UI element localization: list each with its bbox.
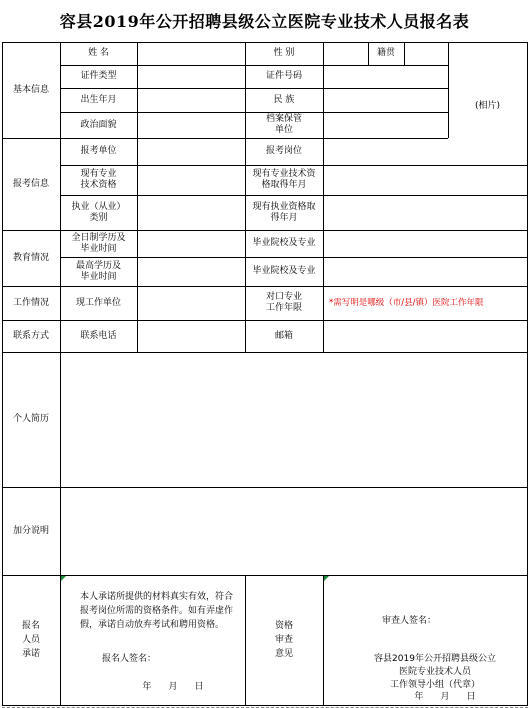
label-archive: 档案保管 单位 — [265, 114, 302, 135]
label-practice-date: 现有执业资格取 得年月 — [252, 201, 316, 223]
review-org: 容县2019年公开招聘县级公立 医院专业技术人员 工作领导小组（代章） — [374, 653, 496, 690]
name-input[interactable] — [137, 42, 245, 65]
section-bonus: 加分说明 — [12, 525, 49, 536]
label-highest-edu: 最高学历及 毕业时间 — [75, 260, 121, 282]
label-id-no: 证件号码 — [265, 71, 302, 81]
label-practice-cat: 执业（从业） 类别 — [71, 201, 126, 223]
label-grad-school-2: 毕业院校及专业 — [252, 266, 316, 276]
tech-qual-date-input[interactable] — [323, 165, 527, 195]
form-title: 容县2019年公开招聘县级公立医院专业技术人员报名表 — [59, 11, 470, 31]
ethnicity-input[interactable] — [323, 88, 448, 112]
label-work-years: 对口专业 工作年限 — [265, 292, 302, 313]
label-name: 姓 名 — [88, 48, 109, 58]
label-native: 籍贯 — [376, 48, 395, 58]
id-no-input[interactable] — [323, 65, 448, 88]
label-grad-school-1: 毕业院校及专业 — [252, 238, 316, 248]
cell-marker-icon — [61, 576, 66, 581]
label-tech-qual-date: 现有专业技术资 格取得年月 — [252, 169, 316, 190]
native-input[interactable] — [404, 42, 448, 65]
practice-date-input[interactable] — [323, 195, 527, 230]
label-id-type: 证件类型 — [80, 71, 117, 81]
label-phone: 联系电话 — [80, 330, 117, 341]
bonus-input[interactable] — [60, 487, 527, 575]
cell-marker-icon — [324, 576, 329, 581]
resume-input[interactable] — [60, 352, 527, 487]
label-tech-qual: 现有专业 技术资格 — [80, 169, 117, 190]
id-type-input[interactable] — [137, 65, 245, 88]
politics-input[interactable] — [137, 112, 245, 138]
promise-date: 年 月 日 — [142, 681, 204, 692]
apply-post-input[interactable] — [323, 138, 448, 165]
review-sign-label: 审查人签名： — [382, 615, 437, 626]
phone-input[interactable] — [137, 320, 245, 352]
work-unit-input[interactable] — [137, 286, 245, 320]
section-exam: 报考信息 — [12, 178, 49, 189]
birth-input[interactable] — [137, 88, 245, 112]
label-apply-unit: 报考单位 — [80, 146, 117, 156]
section-review: 资格 审查 意见 — [274, 621, 293, 659]
work-years-note[interactable]: *需写明是哪级（市/县/镇）医院工作年限 — [329, 297, 484, 308]
section-work: 工作情况 — [12, 297, 49, 308]
label-ethnicity: 民 族 — [273, 94, 295, 105]
section-education: 教育情况 — [12, 252, 49, 263]
archive-input[interactable] — [323, 112, 448, 138]
gender-input[interactable] — [323, 42, 368, 65]
promise-sign-label: 报名人签名： — [102, 653, 157, 664]
section-basic: 基本信息 — [12, 84, 49, 95]
promise-text: 本人承诺所提供的材料真实有效，符合报考岗位所需的资格条件。如有弄虚作假，承诺自动放弃考试和聘用资格。 — [80, 592, 234, 630]
label-gender: 性 别 — [273, 48, 295, 58]
fulltime-edu-input[interactable] — [137, 230, 245, 257]
label-email: 邮箱 — [274, 330, 293, 341]
tech-qual-input[interactable] — [137, 165, 245, 195]
label-politics: 政治面貌 — [80, 119, 117, 130]
grad-school-2-input[interactable] — [323, 257, 527, 286]
photo-box[interactable]: (相片) — [474, 100, 501, 111]
practice-cat-input[interactable] — [137, 195, 245, 230]
grad-school-1-input[interactable] — [323, 230, 527, 257]
section-resume: 个人简历 — [12, 414, 49, 424]
label-fulltime-edu: 全日制学历及 毕业时间 — [71, 232, 126, 254]
label-apply-post: 报考岗位 — [265, 146, 302, 156]
section-promise: 报名 人员 承诺 — [21, 621, 40, 659]
highest-edu-input[interactable] — [137, 257, 245, 286]
apply-unit-input[interactable] — [137, 138, 245, 165]
label-birth: 出生年月 — [80, 94, 117, 105]
label-work-unit: 现工作单位 — [75, 297, 121, 308]
email-input[interactable] — [323, 320, 527, 352]
section-contact: 联系方式 — [12, 330, 49, 341]
review-date: 年 月 日 — [414, 692, 476, 702]
